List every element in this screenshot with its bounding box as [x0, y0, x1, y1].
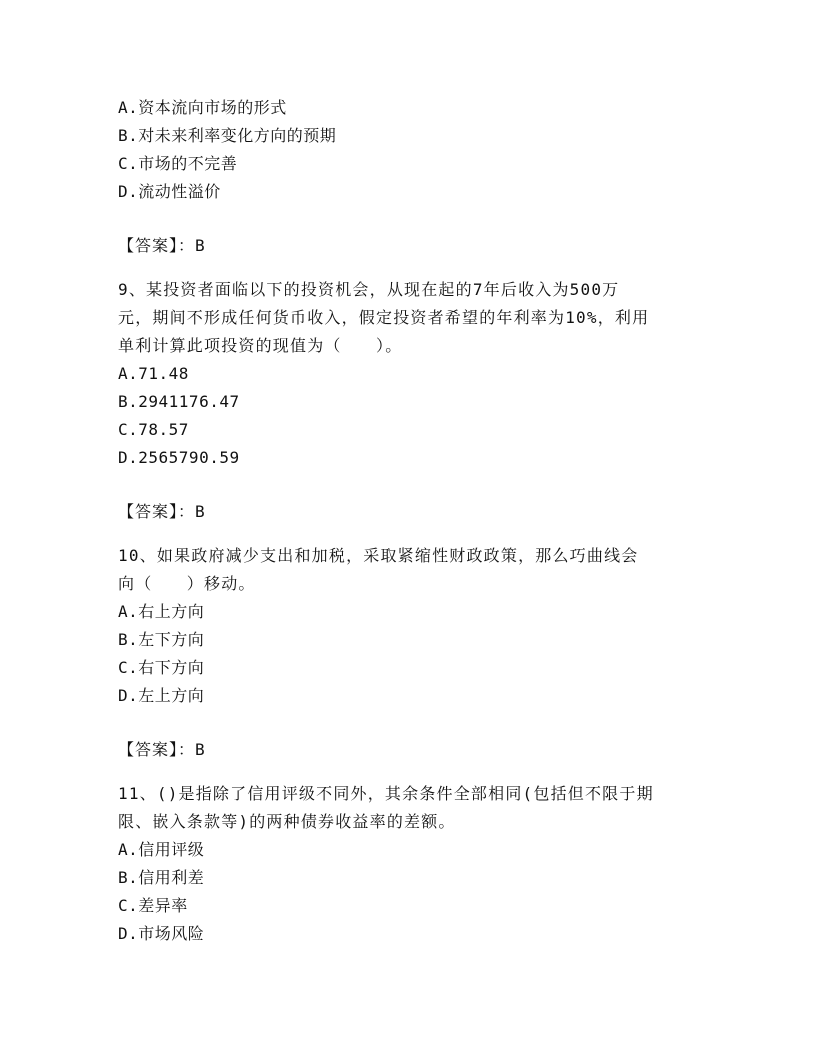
question-9 — [118, 276, 718, 526]
q10-option-d: D.左上方向 — [118, 686, 205, 705]
q11-stem-line: 11、()是指除了信用评级不同外，其余条件全部相同(包括但不限于期 — [118, 784, 654, 803]
q9-answer: 【答案】：B — [118, 502, 206, 521]
q8-option-d: D.流动性溢价 — [118, 182, 221, 201]
q8-option-c: C.市场的不完善 — [118, 154, 238, 173]
document-page — [118, 94, 718, 948]
q10-answer: 【答案】：B — [118, 740, 206, 759]
question-11 — [118, 780, 718, 948]
q9-stem — [118, 276, 718, 360]
q11-option-d: D.市场风险 — [118, 924, 205, 943]
q11-option-c: C.差异率 — [118, 896, 188, 915]
q8-answer: 【答案】：B — [118, 236, 206, 255]
question-10 — [118, 542, 718, 764]
q9-option-c: C.78.57 — [118, 420, 189, 439]
q9-option-a: A.71.48 — [118, 364, 189, 383]
question-8 — [118, 94, 718, 260]
q10-stem-line: 10、如果政府减少支出和加税，采取紧缩性财政政策，那么巧曲线会 — [118, 546, 639, 565]
q9-option-d: D.2565790.59 — [118, 448, 240, 467]
q9-stem-line: 单利计算此项投资的现值为（ ）。 — [118, 336, 403, 355]
q9-option-b: B.2941176.47 — [118, 392, 240, 411]
q10-stem-line: 向（ ）移动。 — [118, 574, 256, 593]
q9-stem-line: 元，期间不形成任何货币收入，假定投资者希望的年利率为10%，利用 — [118, 308, 650, 327]
q11-stem-line: 限、嵌入条款等)的两种债券收益率的差额。 — [118, 812, 456, 831]
q11-option-a: A.信用评级 — [118, 840, 205, 859]
q10-stem — [118, 542, 718, 598]
q9-stem-line: 9、某投资者面临以下的投资机会，从现在起的7年后收入为500万 — [118, 280, 620, 299]
q10-option-a: A.右上方向 — [118, 602, 205, 621]
q10-option-b: B.左下方向 — [118, 630, 205, 649]
q8-option-a: A.资本流向市场的形式 — [118, 98, 287, 117]
q11-stem — [118, 780, 718, 836]
q11-option-b: B.信用利差 — [118, 868, 205, 887]
q8-option-b: B.对未来利率变化方向的预期 — [118, 126, 337, 145]
q10-option-c: C.右下方向 — [118, 658, 205, 677]
